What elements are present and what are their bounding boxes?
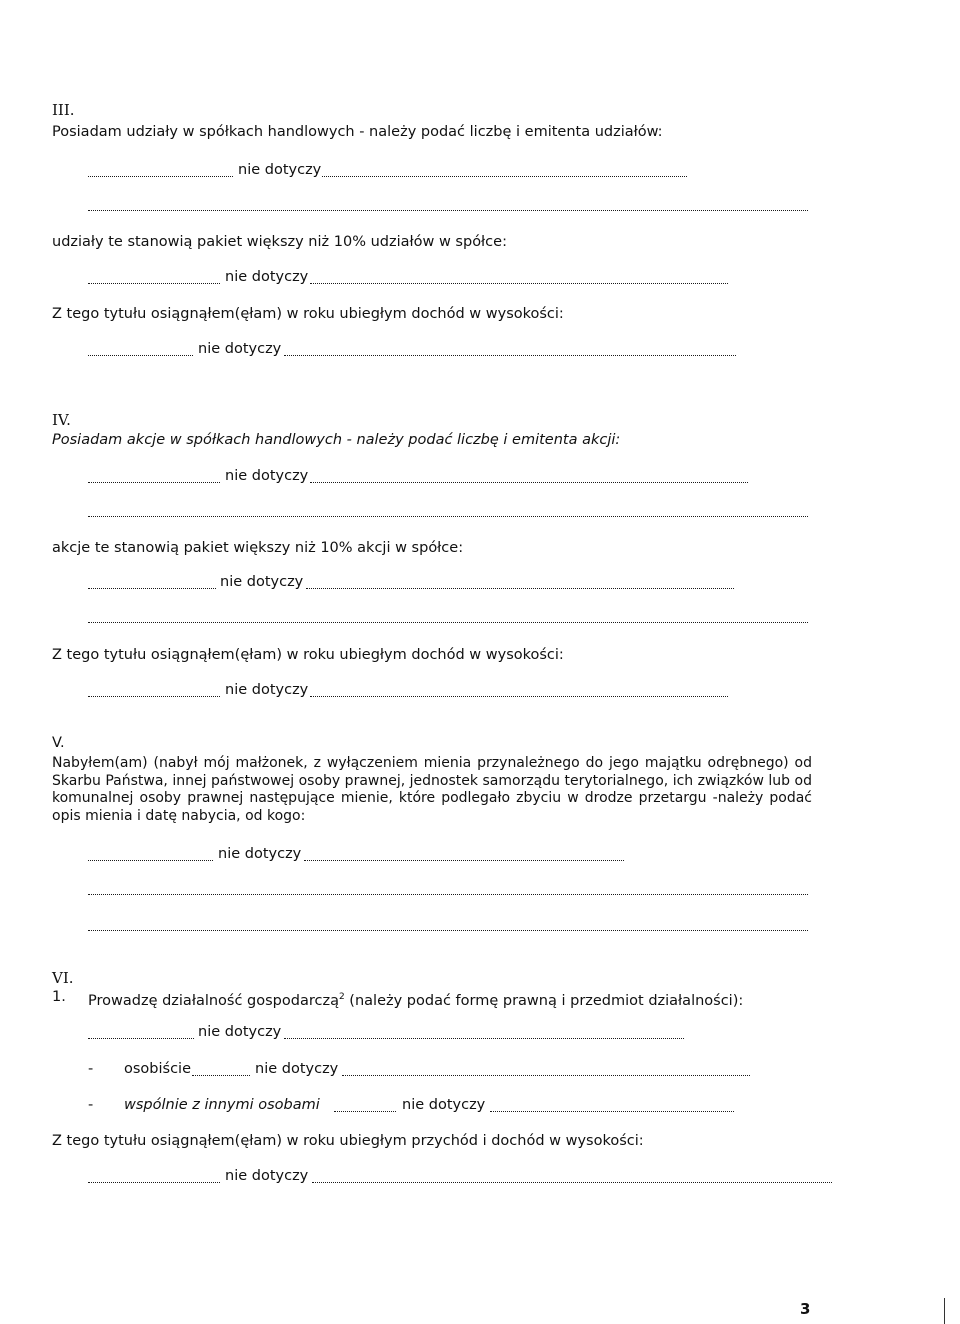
dotted-line: [334, 1111, 396, 1112]
dash: -: [88, 1061, 94, 1077]
dotted-line: [310, 283, 728, 284]
dotted-line: [88, 1038, 194, 1039]
section-vi-question-income: Z tego tytułu osiągnąłem(ęłam) w roku ubiegłym przychód i dochód w wysokości:: [52, 1133, 644, 1149]
dotted-line: [304, 860, 624, 861]
scan-edge-mark: [944, 1298, 945, 1324]
section-iii-question-2: udziały te stanowią pakiet większy niż 10% udziałów w spółce:: [52, 234, 507, 250]
section-vi-sub-1-answer: nie dotyczy: [255, 1061, 339, 1077]
dotted-line: [88, 516, 808, 517]
section-vi-item-1-number: 1.: [52, 989, 66, 1005]
dotted-line: [88, 176, 233, 177]
section-vi-answer-income: nie dotyczy: [225, 1168, 309, 1184]
dotted-line: [88, 355, 193, 356]
dotted-line: [490, 1111, 734, 1112]
section-vi-sub-1-label: osobiście: [124, 1061, 192, 1077]
dotted-line: [312, 1182, 832, 1183]
dotted-line: [306, 588, 734, 589]
footnote-marker: 2: [338, 992, 345, 1002]
section-iv-number: IV.: [52, 411, 71, 429]
dotted-line: [88, 283, 220, 284]
section-iv-answer-2: nie dotyczy: [220, 574, 304, 590]
dotted-line: [322, 176, 687, 177]
section-iv-answer-1: nie dotyczy: [225, 468, 309, 484]
dotted-line: [342, 1075, 750, 1076]
dotted-line: [192, 1075, 250, 1076]
dash: -: [88, 1097, 94, 1113]
section-iii-answer-2: nie dotyczy: [225, 269, 309, 285]
dotted-line: [88, 894, 808, 895]
section-v-number: V.: [52, 735, 65, 751]
section-vi-item-1-text: [88, 989, 743, 1010]
section-iii-heading: Posiadam udziały w spółkach handlowych - należy podać liczbę i emitenta udziałów:: [52, 124, 663, 140]
section-v-paragraph: Nabyłem(am) (nabył mój małżonek, z wyłączeniem mienia przynależnego do jego majątku odrębnego) od Skarbu Państwa, innej państwowej osoby prawnej, jednostek samorządu terytorialnego, ich związków lub od komunalnej osoby prawnej następujące mienie, które podlegało zbyciu w drodze przetargu -należy podać opis mienia i datę nabycia, od kogo:: [52, 755, 812, 824]
dotted-line: [284, 355, 736, 356]
section-vi-number: VI.: [52, 969, 74, 987]
dotted-line: [310, 482, 748, 483]
section-iv-question-3: Z tego tytułu osiągnąłem(ęłam) w roku ubiegłym dochód w wysokości:: [52, 647, 564, 663]
dotted-line: [284, 1038, 684, 1039]
dotted-line: [88, 696, 220, 697]
section-iii-answer-3: nie dotyczy: [198, 341, 282, 357]
dotted-line: [310, 696, 728, 697]
dotted-line: [88, 482, 220, 483]
section-iii-number: III.: [52, 101, 75, 119]
section-vi-item-1-label-rest: (należy podać formę prawną i przedmiot działalności):: [344, 992, 744, 1009]
page-number: 3: [800, 1300, 811, 1318]
dotted-line: [88, 1182, 220, 1183]
section-vi-item-1-label: Prowadzę działalność gospodarczą: [88, 992, 339, 1009]
section-iii-answer-1: nie dotyczy: [238, 162, 322, 178]
section-iii-question-3: Z tego tytułu osiągnąłem(ęłam) w roku ubiegłym dochód w wysokości:: [52, 306, 564, 322]
dotted-line: [88, 210, 808, 211]
section-vi-sub-2-answer: nie dotyczy: [402, 1097, 486, 1113]
dotted-line: [88, 860, 213, 861]
dotted-line: [88, 622, 808, 623]
section-vi-answer-1: nie dotyczy: [198, 1024, 282, 1040]
section-iv-heading: Posiadam akcje w spółkach handlowych - należy podać liczbę i emitenta akcji:: [52, 432, 621, 448]
dotted-line: [88, 588, 216, 589]
section-iv-answer-3: nie dotyczy: [225, 682, 309, 698]
section-iv-question-2: akcje te stanowią pakiet większy niż 10% akcji w spółce:: [52, 540, 464, 556]
dotted-line: [88, 930, 808, 931]
section-vi-sub-2-label: wspólnie z innymi osobami: [124, 1097, 320, 1113]
section-v-answer-1: nie dotyczy: [218, 846, 302, 862]
